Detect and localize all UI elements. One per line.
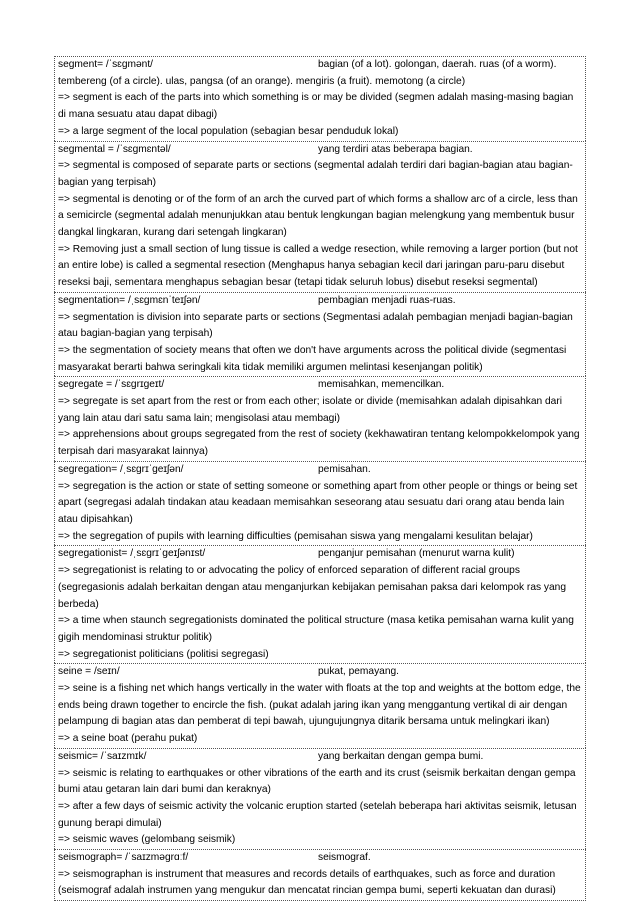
translation-gloss-continued: tembereng (of a circle). ulas, pangsa (of an orange). mengiris (a fruit). memotong (a circle) <box>58 75 466 87</box>
example-sentence: => segmental is denoting or of the form of an arch the curved part of which forms a shallow arc of a circle, less than a semicircle (segmental adalah menunjukkan atau bentuk lengkungan bagian melengkung yang membentuk busur dangkal lingkaran, kurang dari setengah lingkaran) <box>58 193 578 239</box>
example-sentence: => segmental is composed of separate parts or sections (segmental adalah terdiri dari bagian-bagian atau bagian-bagian yang terpisah) <box>58 160 573 188</box>
dictionary-entry <box>54 849 586 901</box>
dictionary-entry <box>54 545 586 663</box>
dictionary-page <box>54 56 586 901</box>
example-sentence: => segregation is the action or state of setting someone or something apart from other people or things or being set apart (segregasi adalah tindakan atau keadaan memisahkan seseorang atau sesuatu dari orang atau benda lain atau dipisahkan) <box>58 480 578 525</box>
example-sentence: => a seine boat (perahu pukat) <box>58 733 198 745</box>
entry-headline <box>58 377 582 394</box>
translation-gloss: bagian (of a lot). golongan, daerah. ruas (of a worm). <box>318 59 557 70</box>
example-sentence: => seismic is relating to earthquakes or other vibrations of the earth and its crust (seismik berkaitan dengan gempa bumi atau getaran lain dari bumi dan keraknya) <box>58 767 576 796</box>
headword-pronunciation: seismograph= /ˈsaɪzməɡrɑːf/ <box>58 852 189 864</box>
headword-pronunciation: seine = /seɪn/ <box>58 666 120 678</box>
headword-pronunciation: segregation= /ˌsɛɡrɪˈɡeɪʃən/ <box>58 463 184 475</box>
example-sentence: => the segregation of pupils with learning difficulties (pemisahan siswa yang mengalami kesulitan belajar) <box>58 530 533 542</box>
entry-headline <box>58 850 582 867</box>
example-sentence: => seismic waves (gelombang seismik) <box>58 834 236 846</box>
dictionary-entry <box>54 663 586 748</box>
entry-headline <box>58 57 582 74</box>
translation-gloss: yang terdiri atas beberapa bagian. <box>318 143 473 155</box>
headword-pronunciation: segregate = /ˈsɛɡrɪɡeɪt/ <box>58 379 165 391</box>
entry-headline <box>58 749 582 766</box>
headword-pronunciation: segment= /ˈsɛɡmənt/ <box>58 59 153 70</box>
entry-headline <box>58 546 582 563</box>
example-sentence: => apprehensions about groups segregated from the rest of society (kekhawatiran tentang kelompokkelompok yang terpisah dari masyarakat lainnya) <box>58 429 580 458</box>
headword-pronunciation: segregationist= /ˌsɛɡrɪˈɡeɪʃənɪst/ <box>58 548 206 560</box>
translation-gloss: memisahkan, memencilkan. <box>318 379 445 391</box>
entry-headline <box>58 462 582 479</box>
example-sentence: => segregate is set apart from the rest or from each other; isolate or divide (memisahkan adalah dipisahkan dari yang lain atau dari satu sama lain; mengisolasi atau membagi) <box>58 396 562 424</box>
example-sentence: => segregationist politicians (politisi segregasi) <box>58 648 269 660</box>
example-sentence: => segment is each of the parts into which something is or may be divided (segmen adalah masing-masing bagian di mana sesuatu atau dapat dibagi) <box>58 92 574 121</box>
headword-pronunciation: segmentation= /ˌsɛɡmɛnˈteɪʃən/ <box>58 294 201 306</box>
translation-gloss: yang berkaitan dengan gempa bumi. <box>318 750 484 762</box>
translation-gloss: pemisahan. <box>318 463 371 475</box>
translation-gloss: pukat, pemayang. <box>318 666 399 678</box>
translation-gloss: seismograf. <box>318 852 371 864</box>
dictionary-entry <box>54 292 586 377</box>
example-sentence: => seismographan is instrument that measures and records details of earthquakes, such as force and duration (seismograf adalah instrumen yang mengukur dan mencatat rincian gempa bumi, seperti kekuatan dan durasi) <box>58 868 556 897</box>
example-sentence: => segregationist is relating to or advocating the policy of enforced separation of different racial groups (segregasionis adalah berkaitan dengan atau menganjurkan kebijakan pemisahan paksa dari kelompok ras yang berbeda) <box>58 565 567 610</box>
entry-headline <box>58 142 582 159</box>
dictionary-entry <box>54 376 586 461</box>
example-sentence: => segmentation is division into separate parts or sections (Segmentasi adalah pembagian menjadi bagian-bagian atau bagian-bagian yang terpisah) <box>58 311 573 340</box>
example-sentence: => the segmentation of society means that often we don't have arguments across the political divide (segmentasi masyarakat berarti bahwa seringkali kita tidak memiliki argumen melintasi kesenjangan politik) <box>58 344 567 373</box>
dictionary-entry <box>54 56 586 141</box>
example-sentence: => seine is a fishing net which hangs vertically in the water with floats at the top and weights at the bottom edge, the ends being drawn together to encircle the fish. (pukat adalah jaring ikan yang menggantung vertikal di air dengan pelampung di bagian atas dan pemberat di tepi bawah, ujungujungnya ditarik bersama untuk melingkari ikan) <box>58 683 581 728</box>
headword-pronunciation: seismic= /ˈsaɪzmɪk/ <box>58 750 147 762</box>
dictionary-entry <box>54 141 586 292</box>
entry-headline <box>58 293 582 310</box>
translation-gloss: pembagian menjadi ruas-ruas. <box>318 294 456 306</box>
dictionary-entry <box>54 748 586 849</box>
headword-pronunciation: segmental = /ˈsɛɡmɛntəl/ <box>58 143 171 155</box>
translation-gloss: penganjur pemisahan (menurut warna kulit) <box>318 548 515 560</box>
example-sentence: => after a few days of seismic activity the volcanic eruption started (setelah beberapa hari aktivitas seismik, letusan gunung berapi dimulai) <box>58 800 577 829</box>
entry-headline <box>58 664 582 681</box>
example-sentence: => a time when staunch segregationists dominated the political structure (masa ketika pemisahan warna kulit yang gigih mendominasi struktur politik) <box>58 615 574 643</box>
example-sentence: => Removing just a small section of lung tissue is called a wedge resection, while removing a larger portion (but not an entire lobe) is called a segmental resection (Menghapus hanya sebagian kecil dari jaringan paru-paru disebut reseksi baji, sementara menghapus sebagian besar (tetapi tidak seluruh lobus) disebut reseksi segmental) <box>58 243 578 289</box>
example-sentence: => a large segment of the local population (sebagian besar penduduk lokal) <box>58 125 399 137</box>
dictionary-entry <box>54 461 586 546</box>
